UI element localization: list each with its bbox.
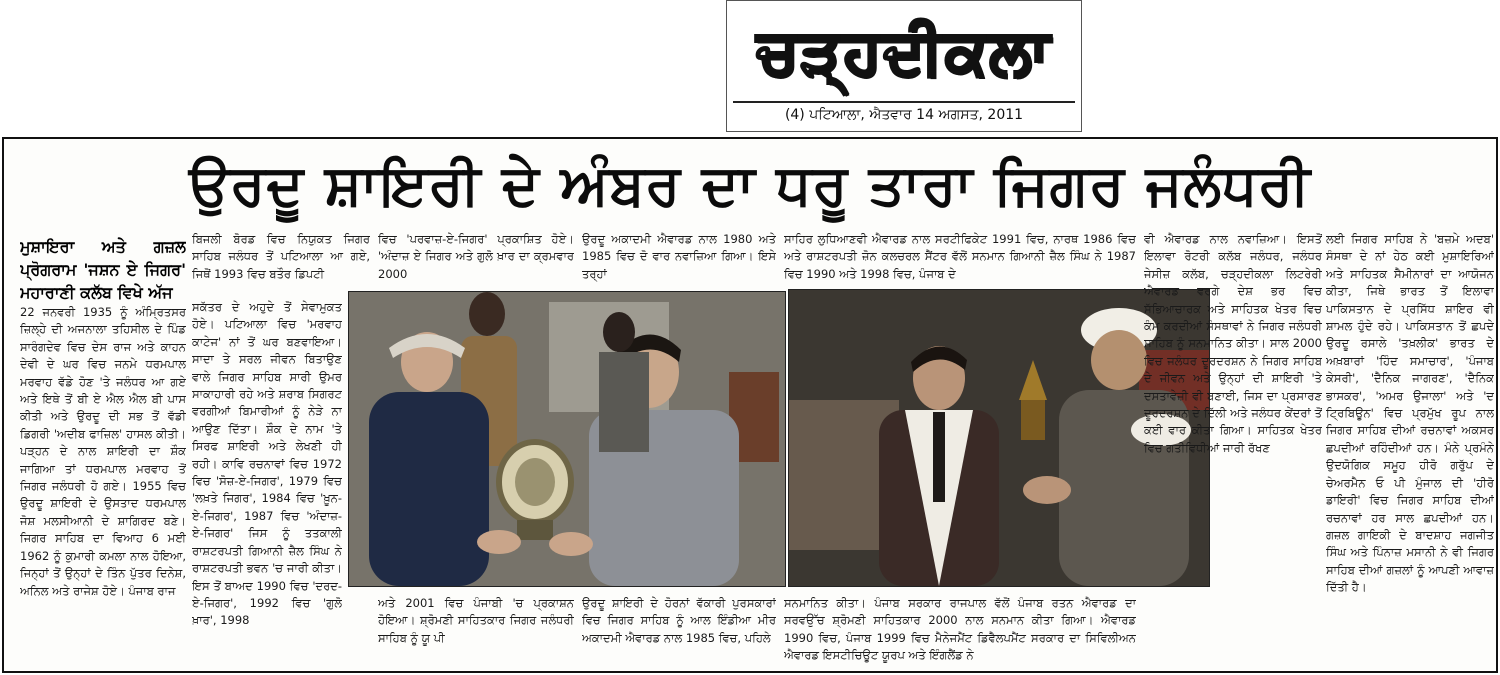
column-6-text: ਵੀ ਐਵਾਰਡ ਨਾਲ ਨਵਾਜ਼ਿਆ। ਇਸਤੋਂ ਇਲਾਵਾ ਰੋਟਰੀ ਕਲੱਬ ਜਲੰਧਰ, ਜਲੰਧਰ ਜੇਸੀਜ਼ ਕਲੱਬ, ਚੜ੍ਹਦੀਕਲਾ ਲਿਟਰੇਰੀ ਐਵਾਰਡ ਵਰਗੇ ਦੇਸ਼ ਭਰ ਵਿਚ ਸੱਭਿਆਚਾਰਕ ਅਤੇ ਸਾਹਿਤਕ ਖੇਤਰ ਵਿਚ ਕੰਮ ਕਰਦੀਆਂ ਸੰਸਥਾਵਾਂ ਨੇ ਜਿਗਰ ਜਲੰਧਰੀ ਸਾਹਿਬ ਨੂੰ ਸਨਮਾਨਿਤ ਕੀਤਾ। ਸਾਲ 2000 ਵਿਚ ਜਲੰਧਰ ਦੂਰਦਰਸ਼ਨ ਨੇ ਜਿਗਰ ਸਾਹਿਬ ਦੇ ਜੀਵਨ ਅਤੇ ਉਨ੍ਹਾਂ ਦੀ ਸ਼ਾਇਰੀ 'ਤੇ ਦਸਤਾਵੇਜ਼ੀ ਵੀ ਬਣਾਈ, ਜਿਸ ਦਾ ਪ੍ਰਸਾਰਣ ਦੂਰਦਰਸ਼ਨ ਦੇ ਦਿੱਲੀ ਅਤੇ ਜਲੰਧਰ ਕੇਂਦਰਾਂ ਤੋਂ ਕਈ ਵਾਰ ਕੀਤਾ ਗਿਆ। ਸਾਹਿਤਕ ਖੇਤਰ ਵਿਚ ਗਤੀਵਿਧੀਆਂ ਜਾਰੀ ਰੱਖਣ [1144, 232, 1322, 455]
column-3-bottom [378, 595, 574, 665]
column-3-top-text: ਵਿਚ 'ਪਰਵਾਜ਼-ਏ-ਜਿਗਰ' ਪ੍ਰਕਾਸ਼ਿਤ ਹੋਏ। 'ਅੰਦਾਜ਼ ਏ ਜਿਗਰ ਅਤੇ ਗੁਲੋ ਖ਼ਾਰ ਦਾ ਕ੍ਰਮਵਾਰ 2000 [378, 232, 574, 281]
dateline: (4) ਪਟਿਆਲਾ, ਐਤਵਾਰ 14 ਅਗਸਤ, 2011 [784, 107, 1024, 123]
column-5-bottom [784, 595, 1136, 665]
column-1 [20, 235, 186, 661]
column-4-bottom-text: ਉਰਦੂ ਸ਼ਾਇਰੀ ਦੇ ਹੋਰਨਾਂ ਵੱਕਾਰੀ ਪੁਰਸਕਾਰਾਂ ਵਿਚ ਜਿਗਰ ਸਾਹਿਬ ਨੂੰ ਆਲ ਇੰਡੀਆ ਮੀਰ ਅਕਾਦਮੀ ਐਵਾਰਡ ਨਾਲ 1985 ਵਿਚ, ਪਹਿਲੇ [582, 596, 776, 645]
column-7-text: ਲਈ ਜਿਗਰ ਸਾਹਿਬ ਨੇ 'ਬਜ਼ਮੇ ਅਦਬ' ਸੰਸਥਾ ਦੇ ਨਾਂ ਹੇਠ ਕਈ ਮੁਸ਼ਾਇਰਿਆਂ ਅਤੇ ਸਾਹਿਤਕ ਸੈਮੀਨਾਰਾਂ ਦਾ ਆਯੋਜਨ ਕੀਤਾ, ਜਿਥੇ ਭਾਰਤ ਤੋਂ ਇਲਾਵਾ ਪਾਕਿਸਤਾਨ ਦੇ ਪ੍ਰਸਿੱਧ ਸ਼ਾਇਰ ਵੀ ਸ਼ਾਮਲ ਹੁੰਦੇ ਰਹੇ। ਪਾਕਿਸਤਾਨ ਤੋਂ ਛਪਦੇ ਉਰਦੂ ਰਸਾਲੇ 'ਤਖ਼ਲੀਕ' ਭਾਰਤ ਦੇ ਅਖ਼ਬਾਰਾਂ 'ਹਿੰਦ ਸਮਾਚਾਰ', 'ਪੰਜਾਬ ਕੇਸਰੀ', 'ਦੈਨਿਕ ਜਾਗਰਣ', 'ਦੈਨਿਕ ਭਾਸਕਰ', 'ਅਮਰ ਉਜਾਲਾ' ਅਤੇ 'ਦ ਟ੍ਰਿਬਿਊਨ' ਵਿਚ ਪ੍ਰਮੁੱਖ ਰੂਪ ਨਾਲ ਜਿਗਰ ਸਾਹਿਬ ਦੀਆਂ ਰਚਨਾਵਾਂ ਅਕਸਰ ਛਪਦੀਆਂ ਰਹਿੰਦੀਆਂ ਹਨ। ਮੰਨੇ ਪ੍ਰਮੰਨੇ ਉਦਯੋਗਿਕ ਸਮੂਹ ਹੀਰੋ ਗਰੁੱਪ ਦੇ ਚੇਅਰਮੈਨ ਓ ਪੀ ਮੁੰਜਾਲ ਦੀ 'ਹੀਰੋ ਡਾਇਰੀ' ਵਿਚ ਜਿਗਰ ਸਾਹਿਬ ਦੀਆਂ ਰਚਨਾਵਾਂ ਹਰ ਸਾਲ ਛਪਦੀਆਂ ਹਨ। ਗਜ਼ਲ ਗਾਇਕੀ ਦੇ ਬਾਦਸ਼ਾਹ ਜਗਜੀਤ ਸਿੰਘ ਅਤੇ ਪਿੰਨਾਜ਼ ਮਸਾਨੀ ਨੇ ਵੀ ਜਿਗਰ ਸਾਹਿਬ ਦੀਆਂ ਗਜ਼ਲਾਂ ਨੂੰ ਆਪਣੀ ਆਵਾਜ਼ ਦਿੱਤੀ ਹੈ। [1326, 232, 1494, 595]
column-6 [1144, 231, 1322, 661]
column-7 [1326, 231, 1494, 661]
masthead [726, 0, 1082, 132]
column-1-text: 22 ਜਨਵਰੀ 1935 ਨੂੰ ਅੰਮ੍ਰਿਤਸਰ ਜ਼ਿਲ੍ਹੇ ਦੀ ਅਜਨਾਲਾ ਤਹਿਸੀਲ ਦੇ ਪਿੰਡ ਸਾਰੰਗਦੇਵ ਵਿਚ ਦੇਸ ਰਾਜ ਅਤੇ ਕਾਹਨ ਦੇਵੀ ਦੇ ਘਰ ਵਿਚ ਜਨਮੇ ਧਰਮਪਾਲ ਮਰਵਾਹ ਵੱਡੇ ਹੋਣ 'ਤੇ ਜਲੰਧਰ ਆ ਗਏ ਅਤੇ ਇਥੇ ਤੋਂ ਬੀ ਏ ਐਲ ਐਲ ਬੀ ਪਾਸ ਕੀਤੀ ਅਤੇ ਉਰਦੂ ਦੀ ਸਭ ਤੋਂ ਵੱਡੀ ਡਿਗਰੀ 'ਅਦੀਬ ਫਾਜ਼ਿਲ' ਹਾਸਲ ਕੀਤੀ। ਪੜ੍ਹਨ ਦੇ ਨਾਲ ਸ਼ਾਇਰੀ ਦਾ ਸ਼ੌਕ ਜਾਗਿਆ ਤਾਂ ਧਰਮਪਾਲ ਮਰਵਾਹ ਤੋਂ ਜਿਗਰ ਜਲੰਧਰੀ ਹੋ ਗਏ। 1955 ਵਿਚ ਉਰਦੂ ਸ਼ਾਇਰੀ ਦੇ ਉਸਤਾਦ ਧਰਮਪਾਲ ਜੋਸ਼ ਮਲਸੀਆਨੀ ਦੇ ਸ਼ਾਗਿਰਦ ਬਣੇ। ਜਿਗਰ ਸਾਹਿਬ ਦਾ ਵਿਆਹ 6 ਮਈ 1962 ਨੂੰ ਕੁਮਾਰੀ ਕਮਲਾ ਨਾਲ ਹੋਇਆ, ਜਿਨ੍ਹਾਂ ਤੋਂ ਉਨ੍ਹਾਂ ਦੇ ਤਿੰਨ ਪੁੱਤਰ ਦਿਨੇਸ਼, ਅਨਿਲ ਅਤੇ ਰਾਜੇਸ਼ ਹੋਏ। ਪੰਜਾਬ ਰਾਜ [20, 305, 186, 598]
masthead-divider [733, 101, 1075, 103]
newspaper-title: ਚੜ੍ਹਦੀਕਲਾ [757, 15, 1051, 88]
column-2-lower-text: ਸਕੱਤਰ ਦੇ ਅਹੁਦੇ ਤੋਂ ਸੇਵਾਮੁਕਤ ਹੋਏ। ਪਟਿਆਲਾ ਵਿਚ 'ਮਰਵਾਹ ਕਾਟੇਜ' ਨਾਂ ਤੋਂ ਘਰ ਬਣਵਾਇਆ। ਸਾਦਾ ਤੇ ਸਰਲ ਜੀਵਨ ਬਿਤਾਉਣ ਵਾਲੇ ਜਿਗਰ ਸਾਹਿਬ ਸਾਰੀ ਉਮਰ ਸਾਕਾਹਾਰੀ ਰਹੇ ਅਤੇ ਸ਼ਰਾਬ ਸਿਗਰਟ ਵਰਗੀਆਂ ਬਿਮਾਰੀਆਂ ਨੂੰ ਨੇੜੇ ਨਾ ਆਉਣ ਦਿੱਤਾ। ਸ਼ੌਕ ਦੇ ਨਾਮ 'ਤੇ ਸਿਰਫ ਸ਼ਾਇਰੀ ਅਤੇ ਲੇਖਣੀ ਹੀ ਰਹੀ। ਕਾਵਿ ਰਚਨਾਵਾਂ ਵਿਚ 1972 ਵਿਚ 'ਸੋਜ਼-ਏ-ਜਿਗਰ', 1979 ਵਿਚ 'ਲਖ਼ਤੇ ਜਿਗਰ', 1984 ਵਿਚ 'ਖ਼ੂਨ-ਏ-ਜਿਗਰ', 1987 ਵਿਚ 'ਅੰਦਾਜ਼-ਏ-ਜਿਗਰ' ਜਿਸ ਨੂੰ ਤਤਕਾਲੀ ਰਾਸ਼ਟਰਪਤੀ ਗਿਆਨੀ ਜ਼ੈਲ ਸਿੰਘ ਨੇ ਰਾਸ਼ਟਰਪਤੀ ਭਵਨ 'ਚ ਜਾਰੀ ਕੀਤਾ। ਇਸ ਤੋਂ ਬਾਅਦ 1990 ਵਿਚ 'ਦਰਦ-ਏ-ਜਿਗਰ', 1992 ਵਿਚ 'ਗੁਲੋ ਖ਼ਾਰ', 1998 [192, 300, 342, 628]
column-4-top-text: ਉਰਦੂ ਅਕਾਦਮੀ ਐਵਾਰਡ ਨਾਲ 1980 ਅਤੇ 1985 ਵਿਚ ਦੋ ਵਾਰ ਨਵਾਜ਼ਿਆ ਗਿਆ। ਇਸੇ ਤਰ੍ਹਾਂ [582, 232, 776, 281]
column-5-bottom-text: ਸਨਮਾਨਿਤ ਕੀਤਾ। ਪੰਜਾਬ ਸਰਕਾਰ ਰਾਜਪਾਲ ਵੱਲੋਂ ਪੰਜਾਬ ਰਤਨ ਐਵਾਰਡ ਦਾ ਸਰਵਉੱਚ ਸ਼੍ਰੋਮਣੀ ਸਾਹਿਤਕਾਰ 2000 ਨਾਲ ਸਨਮਾਨ ਕੀਤਾ ਗਿਆ। ਐਵਾਰਡ 1990 ਵਿਚ, ਪੰਜਾਬ 1999 ਵਿਚ ਮੈਨੇਜਮੈਂਟ ਡਿਵੈਲਪਮੈਂਟ ਸਰਕਾਰ ਦਾ ਸਿਵਿਲੀਅਨ ਐਵਾਰਡ ਇਸਟੀਚਿਊਟ ਯੂਰਪ ਅਤੇ ਇੰਗਲੈਂਡ ਨੇ [784, 596, 1136, 663]
column-3-top [378, 231, 574, 287]
column-2-top-text: ਬਿਜਲੀ ਬੋਰਡ ਵਿਚ ਨਿਯੁਕਤ ਜਿਗਰ ਸਾਹਿਬ ਜਲੰਧਰ ਤੋਂ ਪਟਿਆਲਾ ਆ ਗਏ, ਜਿਥੋਂ 1993 ਵਿਚ ਬਤੌਰ ਡਿਪਟੀ [192, 232, 370, 281]
column-4-bottom [582, 595, 776, 665]
award-photo-left [348, 291, 786, 587]
award-photo-left-illustration [349, 292, 785, 586]
column-2-lower [192, 299, 342, 665]
column-5-top-text: ਸਾਹਿਰ ਲੁਧਿਆਣਵੀ ਐਵਾਰਡ ਨਾਲ ਸਰਟੀਫਿਕੇਟ 1991 ਵਿਚ, ਨਾਰਥ 1986 ਵਿਚ ਅਤੇ ਰਾਸ਼ਟਰਪਤੀ ਜ਼ੋਨ ਕਲਚਰਲ ਸੈਂਟਰ ਵੱਲੋਂ ਸਨਮਾਨ ਗਿਆਨੀ ਜ਼ੈਲ ਸਿੰਘ ਨੇ 1987 ਵਿਚ 1990 ਅਤੇ 1998 ਵਿਚ, ਪੰਜਾਬ ਦੇ [784, 232, 1136, 281]
column-3-bottom-text: ਅਤੇ 2001 ਵਿਚ ਪੰਜਾਬੀ 'ਚ ਪ੍ਰਕਾਸ਼ਨ ਹੋਇਆ। ਸ਼੍ਰੋਮਣੀ ਸਾਹਿਤਕਾਰ ਜਿਗਰ ਜਲੰਧਰੀ ਸਾਹਿਬ ਨੂੰ ਯੂ ਪੀ [378, 596, 574, 645]
column-5-top [784, 231, 1136, 285]
subhead: ਮੁਸ਼ਾਇਰਾ ਅਤੇ ਗਜ਼ਲ ਪ੍ਰੋਗਰਾਮ 'ਜਸ਼ਨ ਏ ਜਿਗਰ' ਮਹਾਰਾਣੀ ਕਲੱਬ ਵਿਖੇ ਅੱਜ [20, 237, 186, 302]
article-clipping [2, 137, 1498, 673]
headline: ਉਰਦੂ ਸ਼ਾਇਰੀ ਦੇ ਅੰਬਰ ਦਾ ਧਰੂ ਤਾਰਾ ਜਿਗਰ ਜਲੰਧਰੀ [189, 153, 1311, 218]
column-4-top [582, 231, 776, 287]
